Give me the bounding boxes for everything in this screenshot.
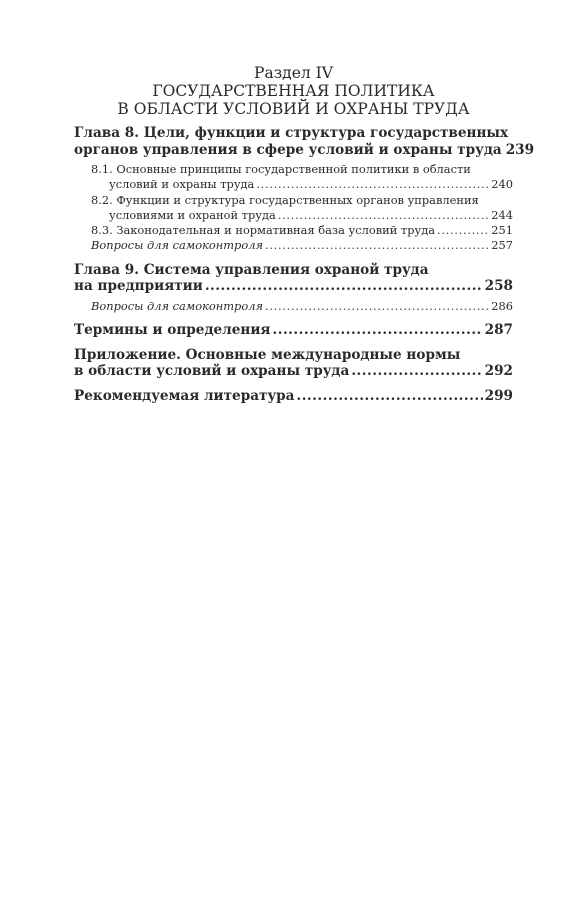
dot-leader — [256, 177, 489, 192]
page-number: 287 — [484, 322, 513, 339]
toc-entry-questions-9[interactable] — [74, 299, 513, 314]
toc-entry-appendix[interactable] — [74, 347, 513, 380]
dot-leader — [351, 363, 482, 380]
toc-entry-title-line: Термины и определения — [74, 322, 271, 339]
toc-entry-title-line: Приложение. Основные международные нормы — [74, 346, 461, 363]
page-number: 258 — [484, 278, 513, 295]
toc-entry-literature[interactable] — [74, 388, 513, 405]
toc-entry-title-line: Рекомендуемая литература — [74, 387, 295, 404]
toc-entry-terms[interactable] — [74, 322, 513, 339]
section-label: Раздел IV — [254, 64, 333, 82]
toc-entry-title-line: в области условий и охраны труда — [74, 363, 350, 380]
page-number: 292 — [484, 363, 513, 380]
dot-leader — [205, 278, 483, 295]
section-heading — [74, 64, 513, 118]
dot-leader — [296, 388, 482, 405]
dot-leader — [265, 299, 489, 314]
toc-entry-title-line: Глава 9. Система управления охраной труда — [74, 261, 429, 278]
dot-leader — [265, 238, 489, 253]
dot-leader — [437, 223, 489, 238]
toc-entry-title-line: условиями и охраной труда — [109, 207, 276, 222]
dot-leader — [278, 208, 489, 223]
toc-entry-title-line: органов управления в сфере условий и охраны труда — [74, 141, 502, 158]
toc-entry-chapter-9[interactable] — [74, 262, 513, 295]
page-number: 299 — [484, 387, 513, 404]
page-number: 286 — [491, 298, 513, 313]
section-title-line2: В ОБЛАСТИ УСЛОВИЙ И ОХРАНЫ ТРУДА — [117, 100, 470, 118]
toc-page — [74, 64, 535, 404]
toc-entry-chapter-8[interactable] — [74, 125, 535, 158]
toc-entry-section-8-2[interactable] — [74, 193, 513, 224]
page-number: 244 — [491, 207, 513, 222]
toc-entry-questions-8[interactable] — [74, 238, 513, 253]
page-number: 240 — [491, 177, 513, 192]
toc-entry-title-line: 8.3. Законодательная и нормативная база условий труда — [91, 223, 436, 238]
toc-entry-title-line: условий и охраны труда — [109, 177, 255, 192]
toc-entry-section-8-1[interactable] — [74, 162, 513, 193]
toc-entry-title-line: на предприятии — [74, 278, 203, 295]
toc-entry-title-line: Глава 8. Цели, функции и структура государственных — [74, 125, 509, 141]
page-number: 257 — [491, 238, 513, 253]
toc-entry-title-line: 8.2. Функции и структура государственных органов управления — [91, 192, 479, 207]
section-title-line1: ГОСУДАРСТВЕННАЯ ПОЛИТИКА — [152, 82, 435, 100]
toc-entry-title-line: Вопросы для самоконтроля — [91, 238, 264, 253]
toc-entry-title-line: 8.1. Основные принципы государственной политики в области — [91, 162, 471, 176]
dot-leader — [272, 322, 482, 339]
page-number: 239 — [505, 141, 535, 158]
page-number: 251 — [491, 223, 513, 238]
toc-entry-section-8-3[interactable] — [74, 223, 513, 238]
toc-entry-title-line: Вопросы для самоконтроля — [91, 298, 264, 313]
